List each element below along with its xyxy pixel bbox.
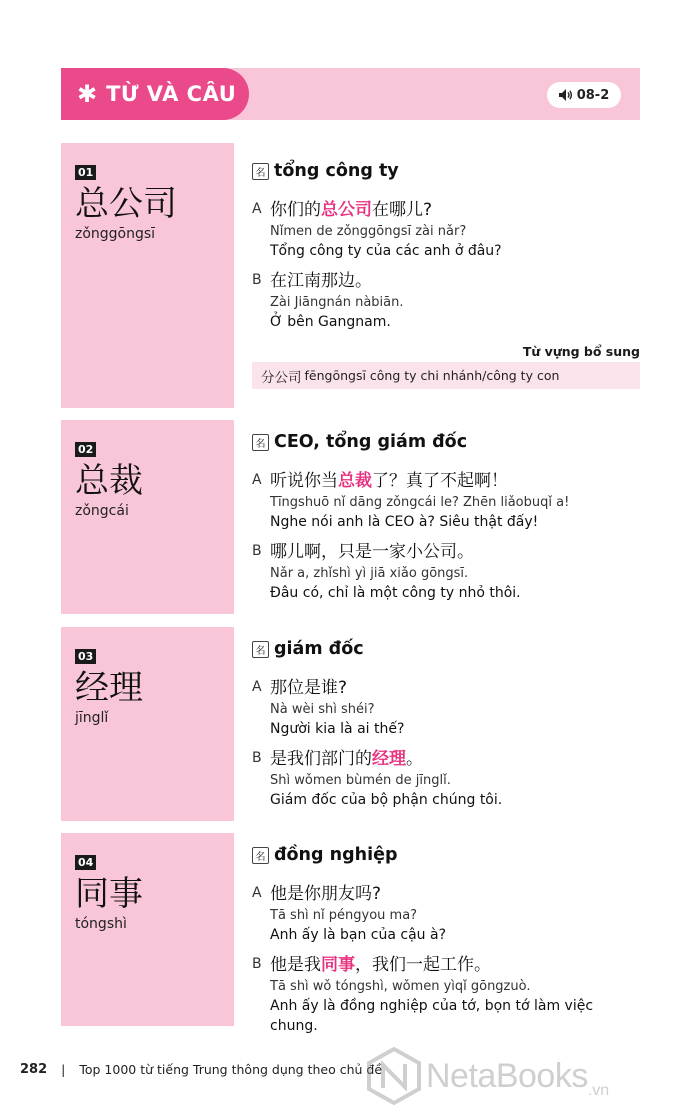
- entry-pinyin: jīnglǐ: [75, 710, 109, 726]
- entry-hanzi: 同事: [75, 874, 143, 914]
- entry-hanzi: 总公司: [75, 184, 177, 224]
- dialogue-line-b: B 是我们部门的经理。 Shì wǒmen bùmén de jīnglǐ. Giám đốc của bộ phận chúng tôi.: [252, 747, 640, 810]
- watermark-text: NetaBooks: [426, 1056, 588, 1095]
- highlighted-word: 总裁: [338, 471, 372, 491]
- part-of-speech-badge: 名: [252, 641, 269, 658]
- audio-track-label: 08-2: [576, 87, 610, 103]
- entry-detail-04: [252, 841, 640, 1036]
- section-title-tab: [61, 68, 249, 120]
- highlighted-word: 总公司: [321, 200, 372, 220]
- entry-detail-02: [252, 428, 640, 603]
- supplement-hanzi: 分公司: [261, 369, 302, 386]
- entry-pinyin: tóngshì: [75, 916, 127, 932]
- entry-detail-01: [252, 157, 640, 389]
- entry-pinyin: zǒnggōngsī: [75, 226, 156, 242]
- dialogue-chinese: 他是我同事，我们一起工作。: [270, 955, 491, 975]
- dialogue-chinese: 听说你当总裁了？真了不起啊！: [270, 471, 508, 491]
- dialogue-line-a: A 你们的总公司在哪儿? Nǐmen de zǒnggōngsī zài nǎr? Tổng công ty của các anh ở đâu?: [252, 198, 640, 261]
- supplement-text: fēngōngsī công ty chi nhánh/công ty con: [304, 368, 560, 383]
- watermark: [366, 1046, 609, 1106]
- book-title: Top 1000 từ tiếng Trung thông dụng theo chủ đề: [79, 1062, 383, 1077]
- part-of-speech-badge: 名: [252, 163, 269, 180]
- part-of-speech-badge: 名: [252, 847, 269, 864]
- entry-pinyin: zǒngcái: [75, 503, 129, 519]
- dialogue-line-b: B 哪儿啊，只是一家小公司。 Nǎr a, zhǐshì yì jiā xiǎo gōngsī. Đâu có, chỉ là một công ty nhỏ thôi.: [252, 540, 640, 603]
- supplement-box: [252, 362, 640, 389]
- entry-card-01: [61, 143, 234, 408]
- asterisk-icon: ✱: [77, 80, 98, 108]
- supplement-title: Từ vựng bổ sung: [522, 344, 640, 359]
- watermark-logo-icon: [366, 1046, 422, 1106]
- entry-number: 04: [75, 855, 96, 870]
- dialogue-pinyin: Zài Jiāngnán nàbiān.: [270, 295, 404, 310]
- dialogue-pinyin: Shì wǒmen bùmén de jīnglǐ.: [270, 773, 451, 788]
- dialogue-pinyin: Tā shì nǐ péngyou ma?: [270, 908, 418, 923]
- dialogue-pinyin: Tīngshuō nǐ dāng zǒngcái le? Zhēn liǎobuqǐ a!: [270, 495, 570, 510]
- watermark-suffix: .vn: [587, 1082, 610, 1099]
- entry-meaning: giám đốc: [274, 639, 364, 659]
- dialogue-line-a: A 他是你朋友吗? Tā shì nǐ péngyou ma? Anh ấy là bạn của cậu à?: [252, 882, 640, 945]
- highlighted-word: 经理: [372, 749, 406, 769]
- entry-meaning: đồng nghiệp: [274, 845, 398, 865]
- entry-card-04: [61, 833, 234, 1026]
- page-number: 282: [20, 1062, 48, 1077]
- dialogue-translation: Anh ấy là bạn của cậu à?: [270, 927, 447, 943]
- entry-card-02: [61, 420, 234, 614]
- highlighted-word: 同事: [321, 955, 355, 975]
- dialogue-chinese: 他是你朋友吗?: [270, 884, 382, 904]
- dialogue-chinese: 你们的总公司在哪儿?: [270, 200, 433, 220]
- part-of-speech-badge: 名: [252, 434, 269, 451]
- entry-number: 02: [75, 442, 96, 457]
- dialogue-translation: Giám đốc của bộ phận chúng tôi.: [270, 792, 503, 808]
- dialogue-line-b: B 在江南那边。 Zài Jiāngnán nàbiān. Ở bên Gangnam.: [252, 269, 640, 332]
- dialogue-pinyin: Nǎr a, zhǐshì yì jiā xiǎo gōngsī.: [270, 566, 469, 581]
- dialogue-translation: Ở bên Gangnam.: [270, 314, 391, 330]
- dialogue-pinyin: Nǐmen de zǒnggōngsī zài nǎr?: [270, 224, 467, 239]
- dialogue-translation: Người kia là ai thế?: [270, 721, 405, 737]
- entry-hanzi: 总裁: [75, 461, 143, 501]
- dialogue-translation: Anh ấy là đồng nghiệp của tớ, bọn tớ làm việc chung.: [270, 998, 594, 1034]
- dialogue-line-b: B 他是我同事，我们一起工作。 Tā shì wǒ tóngshì, wǒmen yìqǐ gōngzuò. Anh ấy là đồng nghiệp của tớ, bọn tớ làm việc chung.: [252, 953, 640, 1036]
- dialogue-chinese: 哪儿啊，只是一家小公司。: [270, 542, 474, 562]
- entry-meaning: tổng công ty: [274, 161, 399, 181]
- dialogue-translation: Đâu có, chỉ là một công ty nhỏ thôi.: [270, 585, 521, 601]
- entry-card-03: [61, 627, 234, 821]
- footer-separator: |: [61, 1062, 66, 1077]
- dialogue-chinese: 是我们部门的经理。: [270, 749, 423, 769]
- dialogue-pinyin: Nà wèi shì shéi?: [270, 702, 375, 717]
- entry-number: 03: [75, 649, 96, 664]
- section-title: TỪ VÀ CÂU: [106, 82, 237, 106]
- page-footer: [20, 1062, 382, 1077]
- entry-detail-03: [252, 635, 640, 810]
- entry-number: 01: [75, 165, 96, 180]
- dialogue-chinese: 在江南那边。: [270, 271, 372, 291]
- dialogue-translation: Tổng công ty của các anh ở đâu?: [270, 243, 502, 259]
- entry-meaning: CEO, tổng giám đốc: [274, 432, 468, 452]
- dialogue-translation: Nghe nói anh là CEO à? Siêu thật đấy!: [270, 514, 539, 530]
- audio-track-button[interactable]: [547, 82, 621, 108]
- speaker-icon: [559, 89, 573, 101]
- dialogue-pinyin: Tā shì wǒ tóngshì, wǒmen yìqǐ gōngzuò.: [270, 979, 531, 994]
- entry-hanzi: 经理: [75, 668, 143, 708]
- dialogue-chinese: 那位是谁?: [270, 678, 348, 698]
- dialogue-line-a: A 那位是谁? Nà wèi shì shéi? Người kia là ai thế?: [252, 676, 640, 739]
- dialogue-line-a: A 听说你当总裁了？真了不起啊！ Tīngshuō nǐ dāng zǒngcái le? Zhēn liǎobuqǐ a! Nghe nói anh là CEO à? Siêu thật đấy!: [252, 469, 640, 532]
